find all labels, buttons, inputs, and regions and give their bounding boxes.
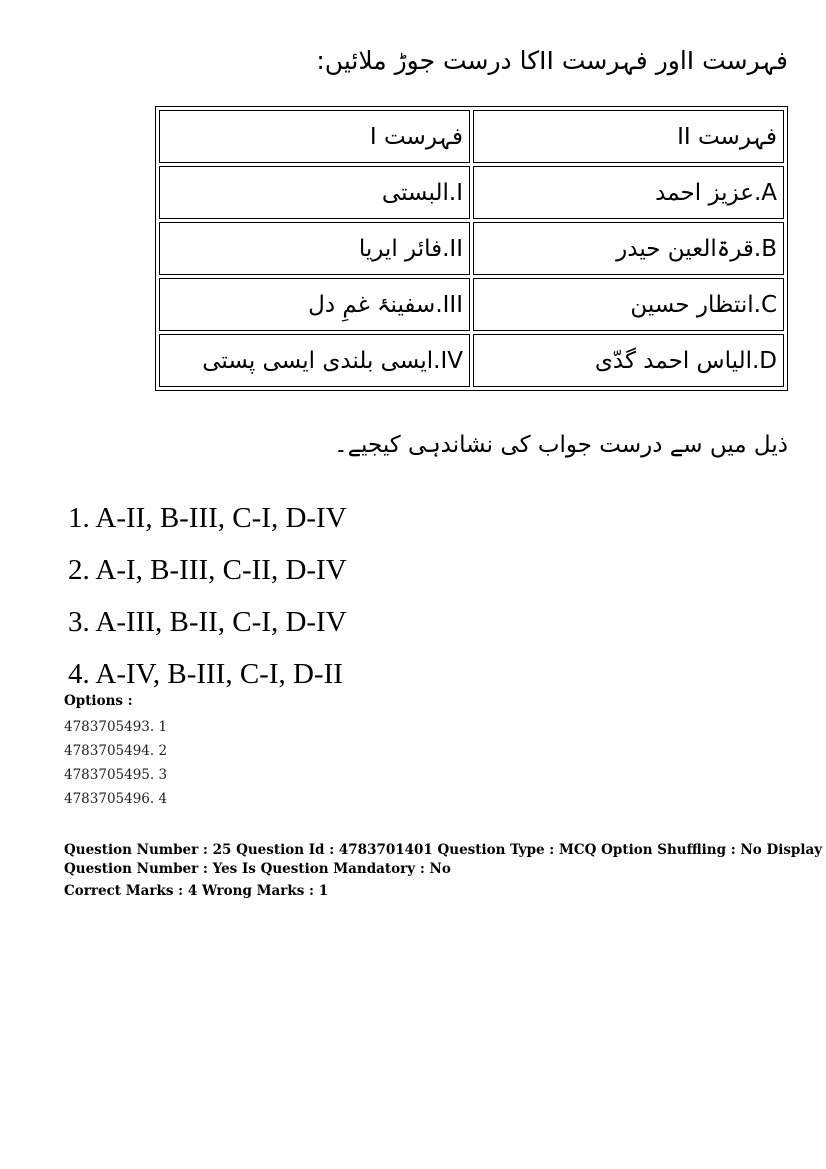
answer-choices bbox=[68, 498, 347, 706]
options-list bbox=[64, 693, 167, 811]
meta-line: Question Number : 25 Question Id : 4783701401 Question Type : MCQ Option Shuffling : No Display bbox=[64, 842, 823, 858]
answer-choice: 2. A-I, B-III, C-II, D-IV bbox=[68, 554, 347, 586]
table-row bbox=[159, 278, 784, 331]
option-item: 4783705496. 4 bbox=[64, 791, 168, 807]
list2-cell: D.الیاس احمد گدّی bbox=[473, 334, 784, 387]
option-item: 4783705494. 2 bbox=[64, 743, 168, 759]
meta-line: Correct Marks : 4 Wrong Marks : 1 bbox=[64, 883, 329, 899]
list1-cell: IV.ایسی بلندی ایسی پستی bbox=[159, 334, 470, 387]
options-title: Options : bbox=[64, 693, 133, 709]
table-row bbox=[159, 334, 784, 387]
list2-cell: C.انتظار حسین bbox=[473, 278, 784, 331]
table-row bbox=[159, 222, 784, 275]
list1-cell: I.البستی bbox=[159, 166, 470, 219]
instruction-text: ذیل میں سے درست جواب کی نشاندہی کیجیے۔ bbox=[334, 432, 788, 458]
table-row bbox=[159, 166, 784, 219]
list2-header: فہرست II bbox=[473, 110, 784, 163]
list1-cell: II.فائر ایریا bbox=[159, 222, 470, 275]
table-header-row bbox=[159, 110, 784, 163]
question-heading: فہرست Iاور فہرست IIکا درست جوڑ ملائیں: bbox=[316, 46, 788, 75]
list1-header: فہرست I bbox=[159, 110, 470, 163]
question-metadata bbox=[64, 841, 822, 901]
answer-choice: 4. A-IV, B-III, C-I, D-II bbox=[68, 658, 343, 690]
match-table bbox=[155, 106, 788, 391]
answer-choice: 1. A-II, B-III, C-I, D-IV bbox=[68, 502, 347, 534]
list1-cell: III.سفینۂ غمِ دل bbox=[159, 278, 470, 331]
option-item: 4783705495. 3 bbox=[64, 767, 168, 783]
list2-cell: B.قرۃالعین حیدر bbox=[473, 222, 784, 275]
list2-cell: A.عزیز احمد bbox=[473, 166, 784, 219]
answer-choice: 3. A-III, B-II, C-I, D-IV bbox=[68, 606, 347, 638]
meta-line: Question Number : Yes Is Question Mandatory : No bbox=[64, 861, 451, 877]
option-item: 4783705493. 1 bbox=[64, 719, 168, 735]
